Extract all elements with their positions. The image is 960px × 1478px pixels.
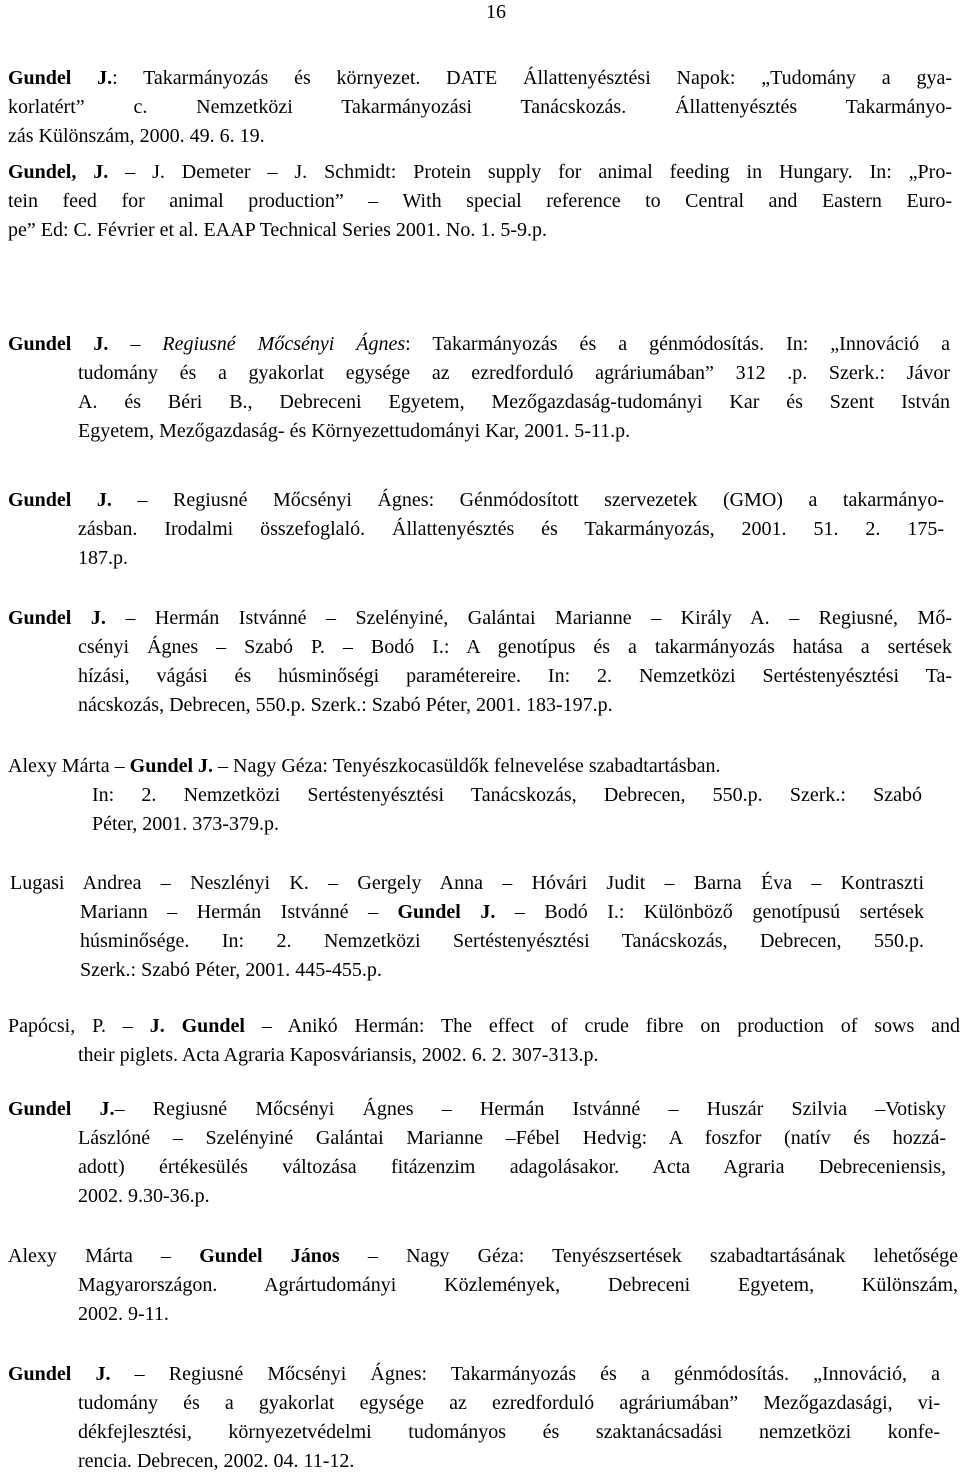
- reference-line: Mariann – Hermán Istvánné – Gundel J. – Bodó I.: Különböző genotípusú sertések: [80, 901, 925, 923]
- reference-entry: [8, 752, 922, 839]
- reference-line: Szerk.: Szabó Péter, 2001. 445-455.p.: [80, 959, 382, 981]
- author-highlight: Gundel J.: [8, 1363, 111, 1385]
- reference-line: húsminősége. In: 2. Nemzetközi Sertéstenyésztési Tanácskozás, Debrecen, 550.p.: [80, 930, 924, 952]
- reference-line: rencia. Debrecen, 2002. 04. 11-12.: [78, 1450, 355, 1472]
- reference-entry: [8, 1095, 947, 1211]
- reference-line: tudomány és a gyakorlat egysége az ezredforduló agráriumában” Mezőgazdasági, vi-: [78, 1392, 940, 1414]
- author-highlight: Gundel J.: [8, 489, 112, 511]
- author-highlight: Gundel J.: [397, 901, 496, 923]
- reference-line: Gundel J.– Regiusné Mőcsényi Ágnes – Hermán Istvánné – Huszár Szilvia –Votisky: [8, 1098, 947, 1120]
- reference-line: Lászlóné – Szelényiné Galántai Marianne –Fébel Hedvig: A foszfor (natív és hozzá-: [78, 1127, 946, 1149]
- reference-line: tein feed for animal production” – With special reference to Central and Eastern Euro-: [8, 190, 952, 212]
- reference-line: A. és Béri B., Debreceni Egyetem, Mezőgazdaság-tudományi Kar és Szent István: [78, 391, 950, 413]
- author-highlight: Gundel J.: [8, 67, 113, 89]
- reference-line: Papócsi, P. – J. Gundel – Anikó Hermán: The effect of crude fibre on production of sows and: [8, 1015, 960, 1037]
- reference-line: zásban. Irodalmi összefoglaló. Állattenyésztés és Takarmányozás, 2001. 51. 2. 175-: [78, 518, 944, 540]
- reference-line: Gundel J. – Hermán Istvánné – Szelényiné, Galántai Marianne – Király A. – Regiusné, Mő-: [8, 607, 953, 629]
- reference-entry: [8, 1360, 941, 1476]
- reference-line: Egyetem, Mezőgazdaság- és Környezettudományi Kar, 2001. 5-11.p.: [78, 420, 631, 442]
- reference-line: Lugasi Andrea – Neszlényi K. – Gergely Anna – Hóvári Judit – Barna Éva – Kontraszti: [10, 872, 924, 894]
- reference-line: dékfejlesztési, környezetvédelmi tudományos és szaktanácsadási nemzetközi konfe-: [78, 1421, 940, 1443]
- reference-entry: [10, 869, 925, 985]
- reference-entry: [8, 330, 951, 446]
- reference-entry: [8, 1012, 960, 1070]
- reference-entry: [8, 158, 952, 245]
- reference-line: nácskozás, Debrecen, 550.p. Szerk.: Szabó Péter, 2001. 183-197.p.: [78, 694, 613, 716]
- reference-line: csényi Ágnes – Szabó P. – Bodó I.: A genotípus és a takarmányozás hatása a sertések: [78, 636, 952, 658]
- author-highlight: Gundel J.: [129, 755, 213, 777]
- reference-line: 187.p.: [78, 547, 128, 569]
- author-highlight: Gundel J.: [8, 1098, 115, 1120]
- reference-line: Gundel J. – Regiusné Mőcsényi Ágnes: Génmódosított szervezetek (GMO) a takarmányo-: [8, 489, 944, 511]
- reference-entry: [8, 64, 952, 151]
- reference-line: Gundel, J. – J. Demeter – J. Schmidt: Protein supply for animal feeding in Hungary. In: „Pro-: [8, 161, 953, 183]
- author-highlight: Gundel J.: [8, 333, 109, 355]
- reference-line: Péter, 2001. 373-379.p.: [92, 813, 279, 835]
- author-highlight: Gundel, J.: [8, 161, 109, 183]
- reference-line: Gundel J. – Regiusné Mőcsényi Ágnes: Takarmányozás és a génmódosítás. „Innováció, a: [8, 1363, 941, 1385]
- reference-line: Gundel J. – Regiusné Mőcsényi Ágnes: Takarmányozás és a génmódosítás. In: „Innováció a: [8, 333, 951, 355]
- author-highlight: Gundel J.: [8, 607, 106, 629]
- reference-line: Alexy Márta – Gundel János – Nagy Géza: Tenyészsertések szabadtartásának lehetősége: [8, 1245, 959, 1267]
- reference-line: Alexy Márta – Gundel J. – Nagy Géza: Tenyészkocasüldők felnevelése szabadtartásban.: [8, 755, 721, 777]
- reference-line: 2002. 9.30-36.p.: [78, 1185, 210, 1207]
- reference-line: tudomány és a gyakorlat egysége az ezredforduló agráriumában” 312 .p. Szerk.: Jávor: [78, 362, 950, 384]
- reference-line: their piglets. Acta Agraria Kaposváriansis, 2002. 6. 2. 307-313.p.: [78, 1044, 599, 1066]
- reference-line: hízási, vágási és húsminőségi paramétereire. In: 2. Nemzetközi Sertéstenyésztési Ta-: [78, 665, 952, 687]
- reference-line: Gundel J.: Takarmányozás és környezet. DATE Állattenyésztési Napok: „Tudomány a gya-: [8, 67, 952, 89]
- page-number: 16: [486, 1, 506, 23]
- reference-line: pe” Ed: C. Février et al. EAAP Technical Series 2001. No. 1. 5-9.p.: [8, 219, 548, 241]
- author-highlight: J. Gundel: [149, 1015, 245, 1037]
- reference-entry: [8, 486, 944, 573]
- reference-line: Magyarországon. Agrártudományi Közlemények, Debreceni Egyetem, Különszám,: [78, 1274, 958, 1296]
- reference-line: zás Különszám, 2000. 49. 6. 19.: [8, 125, 265, 147]
- reference-line: adott) értékesülés változása fitázenzim adagolásakor. Acta Agraria Debreceniensis,: [78, 1156, 946, 1178]
- reference-line: 2002. 9-11.: [78, 1303, 169, 1325]
- reference-line: In: 2. Nemzetközi Sertéstenyésztési Tanácskozás, Debrecen, 550.p. Szerk.: Szabó: [92, 784, 922, 806]
- reference-entry: [8, 604, 953, 720]
- reference-entry: [8, 1242, 959, 1329]
- reference-line: korlatért” c. Nemzetközi Takarmányozási Tanácskozás. Állattenyésztés Takarmányo-: [8, 96, 952, 118]
- author-highlight: Gundel János: [199, 1245, 340, 1267]
